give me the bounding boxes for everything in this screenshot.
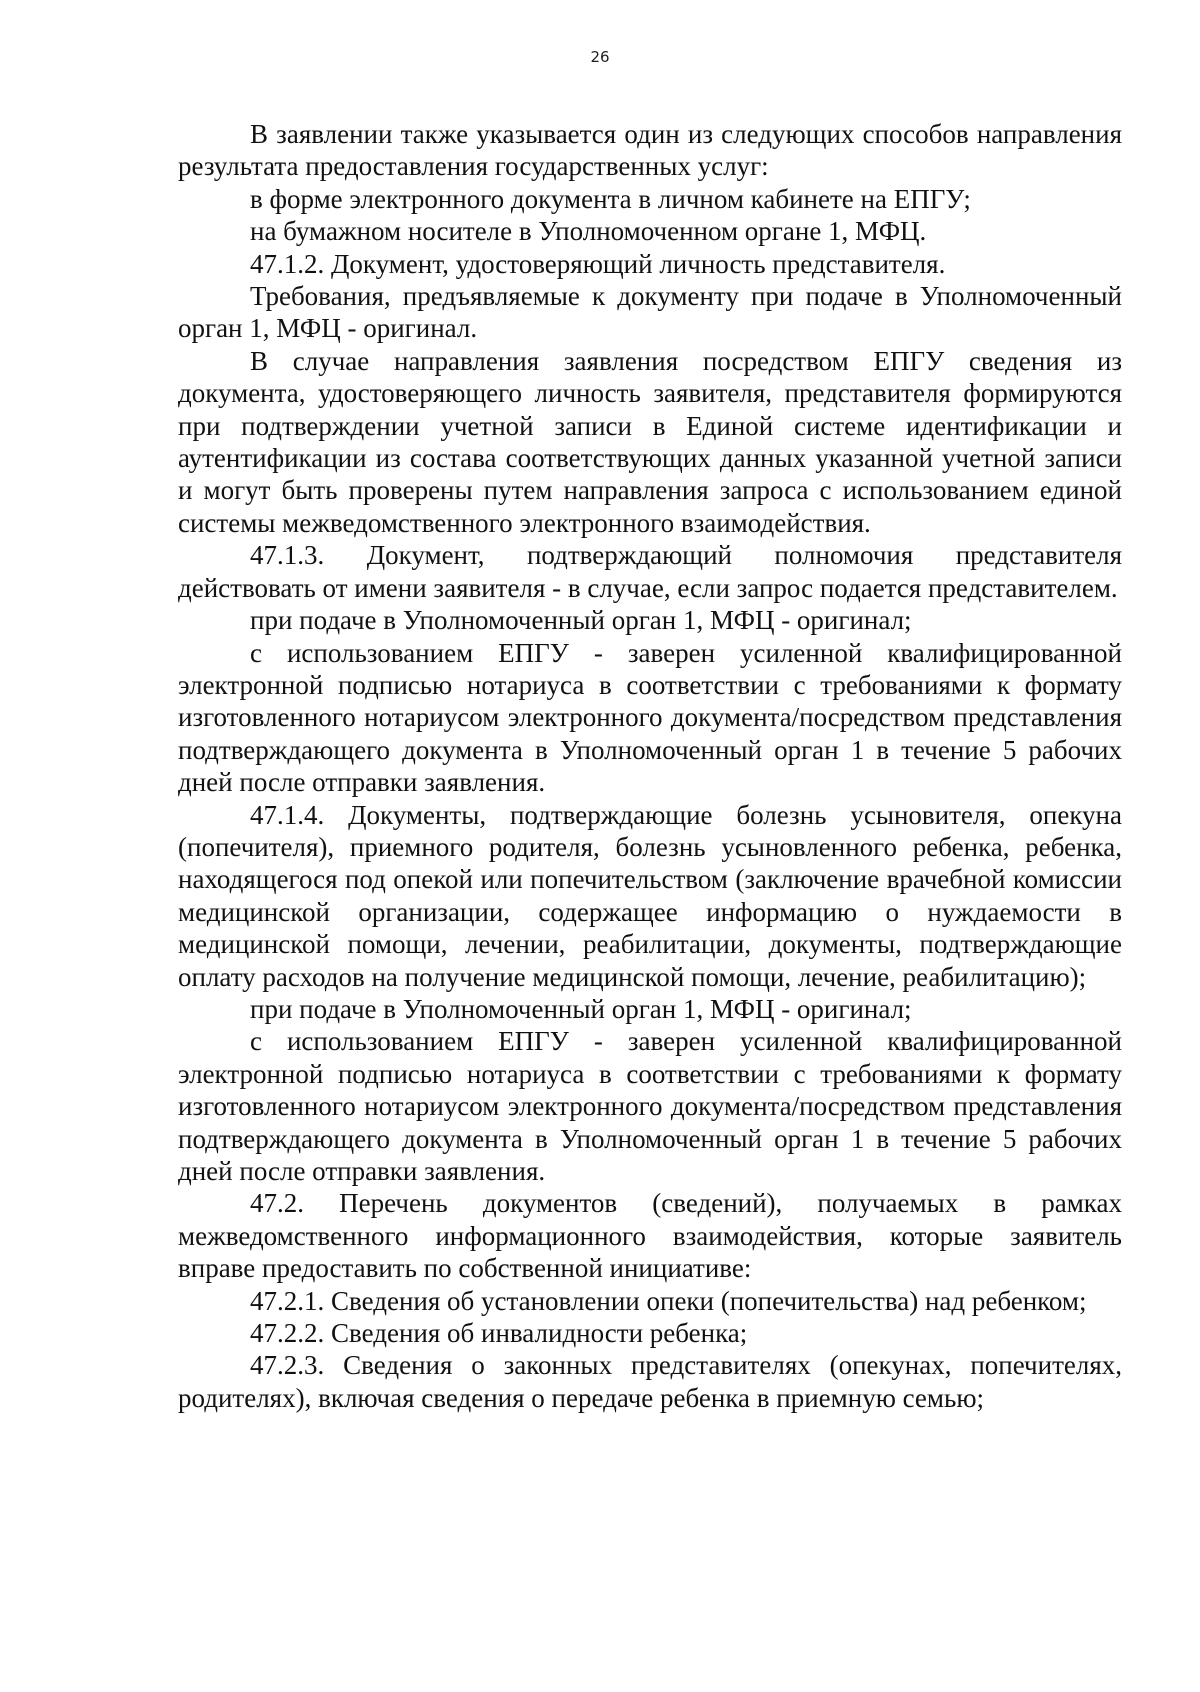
paragraph-electronic-form: в форме электронного документа в личном кабинете на ЕПГУ; xyxy=(250,183,971,214)
paragraph-47-1-2: 47.1.2. Документ, удостоверяющий личность представителя. xyxy=(250,248,946,279)
paragraph-requirements: Требования, предъявляемые к документу при подаче в Уполномоченный орган 1, МФЦ - оригинал. xyxy=(178,281,1122,344)
document-body xyxy=(178,118,1122,1414)
paragraph-original-1: при подаче в Уполномоченный орган 1, МФЦ - оригинал; xyxy=(250,605,912,636)
paragraph-47-2-2: 47.2.2. Сведения об инвалидности ребенка; xyxy=(250,1318,748,1349)
paragraph-epgu-identity: В случае направления заявления посредством ЕПГУ сведения из документа, удостоверяющего личность заявителя, представителя формируются при подтверждении учетной записи в Единой системе идентификации и аутентификации из состава соответствующих данных указанной учетной записи и могут быть проверены путем направления запроса с использованием единой системы межведомственного электронного взаимодействия. xyxy=(178,345,1122,538)
paragraph-47-1-3: 47.1.3. Документ, подтверждающий полномочия представителя действовать от имени заявителя - в случае, если запрос подается представителем. xyxy=(178,540,1122,603)
paragraph-47-2: 47.2. Перечень документов (сведений), получаемых в рамках межведомственного информационного взаимодействия, которые заявитель вправе предоставить по собственной инициативе: xyxy=(178,1188,1122,1284)
paragraph-47-2-1: 47.2.1. Сведения об установлении опеки (попечительства) над ребенком; xyxy=(250,1285,1087,1316)
paragraph-result-methods: В заявлении также указывается один из следующих способов направления результата предоставления государственных услуг: xyxy=(178,119,1122,182)
paragraph-paper-form: на бумажном носителе в Уполномоченном органе 1, МФЦ. xyxy=(250,216,927,247)
paragraph-47-2-3: 47.2.3. Сведения о законных представителях (опекунах, попечителях, родителях), включая сведения о передаче ребенка в приемную семью; xyxy=(178,1350,1122,1413)
paragraph-original-2: при подаче в Уполномоченный орган 1, МФЦ - оригинал; xyxy=(250,993,912,1024)
paragraph-epgu-signature-1: с использованием ЕПГУ - заверен усиленной квалифицированной электронной подписью нотариуса в соответствии с требованиями к формату изготовленного нотариусом электронного документа/посредством представления подтверждающего документа в Уполномоченный орган 1 в течение 5 рабочих дней после отправки заявления. xyxy=(178,637,1122,798)
page-number: 26 xyxy=(590,48,610,66)
paragraph-epgu-signature-2: с использованием ЕПГУ - заверен усиленной квалифицированной электронной подписью нотариуса в соответствии с требованиями к формату изготовленного нотариусом электронного документа/посредством представления подтверждающего документа в Уполномоченный орган 1 в течение 5 рабочих дней после отправки заявления. xyxy=(178,1026,1122,1186)
paragraph-47-1-4: 47.1.4. Документы, подтверждающие болезнь усыновителя, опекуна (попечителя), приемного родителя, болезнь усыновленного ребенка, ребенка, находящегося под опекой или попечительством (заключение врачебной комиссии медицинской организации, содержащее информацию о нуждаемости в медицинской помощи, лечении, реабилитации, документы, подтверждающие оплату расходов на получение медицинской помощи, лечение, реабилитацию); xyxy=(178,799,1122,992)
